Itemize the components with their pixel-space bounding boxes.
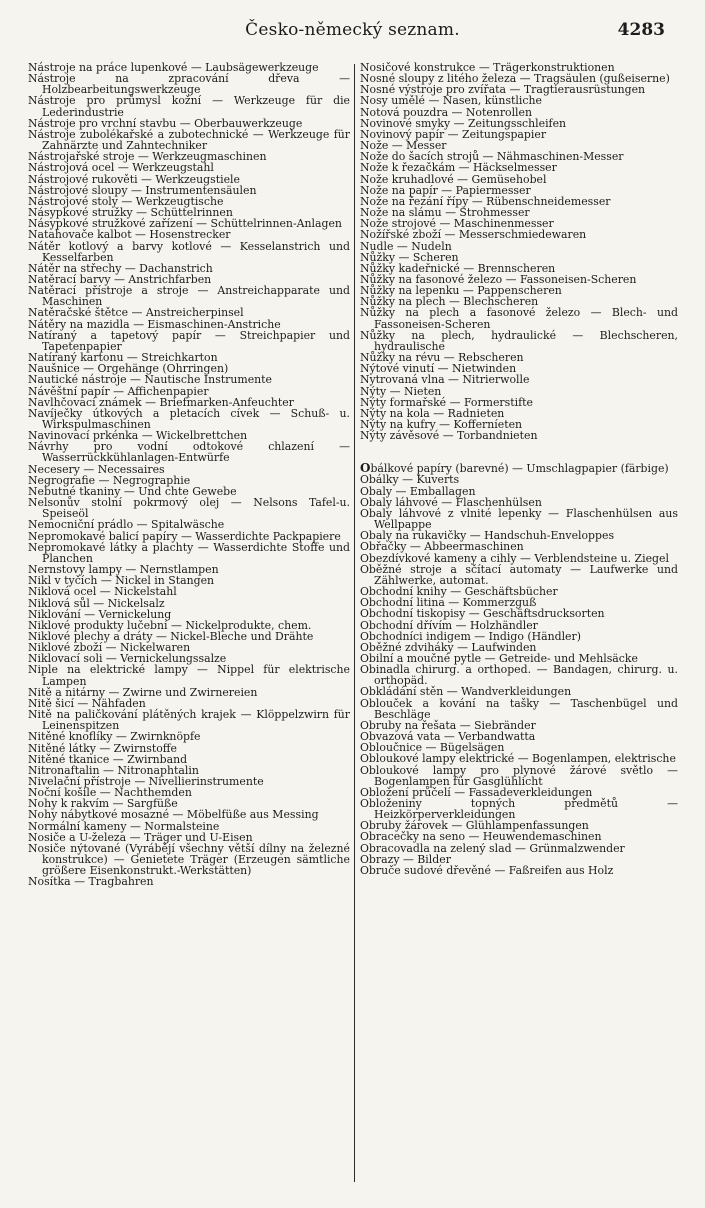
index-entry: Nože strojové — Maschinenmesser bbox=[360, 217, 554, 231]
index-entry: Normální kameny — Normalsteine bbox=[28, 819, 220, 833]
index-entry: Obvazová vata — Verbandwatta bbox=[360, 730, 536, 744]
index-entry: Nepromokavé balicí papíry — Wasserdichte Packpapiere bbox=[28, 529, 341, 543]
index-entry: Obchodní knihy — Geschäftsbücher bbox=[360, 585, 558, 599]
index-entry: Novinové smyky — Zeitungsschleifen bbox=[360, 116, 567, 130]
index-entry: Obracečky na seno — Heuwendemaschinen bbox=[360, 830, 602, 844]
index-entry: Nýty závěsové — Torbandnieten bbox=[360, 429, 538, 443]
index-entry: Násypkové stružkové zařízení — Schüttelrinnen-Anlagen bbox=[28, 217, 342, 231]
index-entry: Niklová sůl — Nickelsalz bbox=[28, 596, 165, 610]
column-divider bbox=[354, 64, 355, 1182]
index-entry: Obaly láhvové z vlnité lepenky — Flaschenhülsen aus Wellpappe bbox=[360, 506, 678, 532]
index-entry: Navíječky útkových a pletacích cívek — Schuß- u. Wirkspulmaschinen bbox=[28, 406, 350, 431]
index-entry: Navlhčovací známek — Briefmarken-Anfeuchter bbox=[28, 395, 294, 409]
index-entry: Nebutné tkaniny — Und chte Gewebe bbox=[28, 484, 237, 498]
index-entry: Nůžky — Scheren bbox=[360, 250, 459, 264]
index-entry: Nosné sloupy z litého železa — Tragsäulen (gußeiserne) bbox=[360, 72, 670, 86]
index-entry: Nože k řezačkám — Häckselmesser bbox=[360, 161, 557, 175]
index-entry: Obloukové lampy elektrické — Bogenlampen, elektrische bbox=[360, 752, 676, 766]
right-column-o-section bbox=[360, 463, 678, 876]
index-entry: Nýty — Nieten bbox=[360, 384, 442, 398]
index-entry: Nože do šacích strojů — Nähmaschinen-Messer bbox=[360, 150, 624, 164]
index-entry: Nůžky na plech — Blechscheren bbox=[360, 295, 539, 309]
section-gap bbox=[360, 441, 678, 463]
index-entry: Nástroje pro průmysl kožní — Werkzeuge für die Lederindustrie bbox=[28, 94, 350, 119]
index-entry: Obinadla chirurg. a orthoped. — Bandagen, chirurg. u. orthopäd. bbox=[360, 663, 678, 688]
index-entry: Obloučnice — Bügelsägen bbox=[360, 741, 505, 755]
index-entry: Nástrojové stoly — Werkzeugtische bbox=[28, 194, 224, 208]
index-entry: Obřačky — Abbeermaschinen bbox=[360, 540, 524, 554]
index-entry: Nůžky na fasonové železo — Fassoneisen-Scheren bbox=[360, 272, 637, 286]
index-entry: Nelsonův stolní pokrmový olej — Nelsons Tafel-u. Speiseöl bbox=[28, 496, 350, 521]
index-entry: Obezdívkové kameny a cihly — Verblendsteine u. Ziegel bbox=[360, 551, 669, 565]
index-entry: Nernstovy lampy — Nernstlampen bbox=[28, 563, 219, 577]
index-entry: Nůžky kadeřnické — Brennscheren bbox=[360, 261, 556, 275]
index-entry: Obchodní tiskopisy — Geschäftsdrucksorten bbox=[360, 607, 605, 621]
index-entry: Obchodní dřívím — Holzhändler bbox=[360, 618, 538, 632]
index-entry: Natahovače kalbot — Hosenstrecker bbox=[28, 228, 231, 242]
index-entry: Nytrovaná vlna — Nitrierwolle bbox=[360, 373, 530, 387]
index-entry: Návrhy pro vodní odtokové chlazení — Wasserrückkühlanlagen-Entwürfe bbox=[28, 440, 350, 465]
index-entry: Nosiče nýtované (Vyrábějí všechny větší dílny na železné konstrukce) — Genietete Träger (Erzeugen sämtliche größere Eisenkonstrukt.-Werkstätten) bbox=[28, 841, 350, 878]
left-column bbox=[28, 62, 350, 888]
index-entry: Negrografie — Negrographie bbox=[28, 473, 191, 487]
index-entry: Nástrojové sloupy — Instrumentensäulen bbox=[28, 183, 257, 197]
index-entry: Nýty na kola — Radnieten bbox=[360, 406, 505, 420]
index-entry: Obaly — Emballagen bbox=[360, 484, 476, 498]
index-entry: Nosičové konstrukce — Trägerkonstruktionen bbox=[360, 61, 615, 74]
index-entry: Nůžky na plech a fasonové železo — Blech- und Fassoneisen-Scheren bbox=[360, 306, 678, 331]
page-header bbox=[0, 18, 705, 44]
index-entry: Nástroje pro vrchní stavbu — Oberbauwerkzeuge bbox=[28, 116, 303, 130]
index-entry: Obaly láhvové — Flaschenhülsen bbox=[360, 495, 542, 509]
index-entry: Nátěr kotlový a barvy kotlové — Kesselanstrich und Kesselfarben bbox=[28, 239, 350, 264]
index-entry: Natíraný a tapetový papír — Streichpapier und Tapetenpapier bbox=[28, 328, 350, 353]
index-entry: Nůžky na plech, hydraulické — Blechscheren, hydraulische bbox=[360, 328, 678, 353]
index-entry: Nůžky na lepenku — Pappenscheren bbox=[360, 284, 562, 298]
index-entry: Nitěné látky — Zwirnstoffe bbox=[28, 741, 177, 755]
index-entry: Nivelační přístroje — Nivellierinstrumente bbox=[28, 775, 264, 788]
index-entry: Navinovací prkénka — Wickelbrettchen bbox=[28, 429, 248, 443]
index-entry: Obchodní litina — Kommerzguß bbox=[360, 596, 537, 610]
index-entry: Natěračské štětce — Anstreicherpinsel bbox=[28, 306, 244, 320]
index-entry: Obruby žárovek — Glühlampenfassungen bbox=[360, 819, 589, 833]
index-entry: Niklové produkty lučební — Nickelprodukte, chem. bbox=[28, 618, 312, 632]
index-entry: Obchodníci indigem — Indigo (Händler) bbox=[360, 629, 581, 643]
index-entry: Nudle — Nudeln bbox=[360, 239, 452, 253]
index-entry: Nohy k rakvím — Sargfüße bbox=[28, 797, 178, 811]
index-entry: Nože kruhadlové — Gemüsehobel bbox=[360, 172, 547, 186]
index-entry: Obracovadla na zelený slad — Grünmalzwender bbox=[360, 841, 625, 855]
right-column-n-section bbox=[360, 62, 678, 441]
index-entry: Nýty formařské — Formerstifte bbox=[360, 395, 533, 409]
index-entry: Necesery — Necessaires bbox=[28, 462, 165, 476]
index-entry: Nástrojová ocel — Werkzeugstahl bbox=[28, 161, 214, 175]
index-entry: Nikl v tyčích — Nickel in Stangen bbox=[28, 574, 215, 588]
index-entry: Nástroje zubolékařské a zubotechnické — Werkzeuge für Zahnärzte und Zahntechniker bbox=[28, 127, 350, 153]
index-entry: Nemocniční prádlo — Spitalwäsche bbox=[28, 518, 225, 532]
index-entry: Obálky — Kuverts bbox=[360, 473, 460, 487]
index-entry: Nosy umělé — Nasen, künstliche bbox=[360, 94, 542, 108]
index-entry: Niklovací soli — Vernickelungssalze bbox=[28, 652, 227, 666]
index-entry: Obruče sudové dřevěné — Faßreifen aus Holz bbox=[360, 863, 614, 877]
index-entry: Obilní a moučné pytle — Getreide- und Mehlsäcke bbox=[360, 651, 638, 665]
index-entry: Nože na řezání řípy — Rübenschneidemesser bbox=[360, 194, 611, 208]
index-entry: Natěrací přístroje a stroje — Anstreichapparate und Maschinen bbox=[28, 284, 350, 309]
index-entry: Natíraný kartonu — Streichkarton bbox=[28, 351, 218, 365]
index-entry: Naušnice — Orgehänge (Ohrringen) bbox=[28, 362, 229, 376]
index-entry: Oblouček a kování na tašky — Taschenbügel und Beschläge bbox=[360, 696, 678, 721]
index-entry: Oběžné stroje a sčítací automaty — Laufwerke und Zählwerke, automat. bbox=[360, 562, 678, 587]
index-entry: Nože na slámu — Strohmesser bbox=[360, 206, 530, 220]
index-entry: Natěrací barvy — Anstrichfarben bbox=[28, 272, 212, 286]
index-entry: Nosiče a U-železa — Träger und U-Eisen bbox=[28, 830, 253, 844]
index-entry: Nitronaftalin — Nitronaphtalin bbox=[28, 763, 199, 777]
index-entry: Nitěné tkanice — Zwirnband bbox=[28, 752, 188, 766]
index-entry: Nitě a nitárny — Zwirne und Zwirnereien bbox=[28, 685, 258, 699]
index-entry: Návěštní papír — Affichenpapier bbox=[28, 384, 209, 398]
index-entry: Nástrojařské stroje — Werkzeugmaschinen bbox=[28, 150, 267, 164]
index-entry: Niple na elektrické lampy — Nippel für elektrische Lampen bbox=[28, 663, 350, 688]
index-entry: Nosné výstroje pro zvířata — Tragtierausrüstungen bbox=[360, 83, 646, 97]
index-entry: Niklové plechy a dráty — Nickel-Bleche und Drähte bbox=[28, 629, 314, 643]
index-entry: Niklové zboží — Nickelwaren bbox=[28, 641, 191, 655]
index-entry: Nože na papír — Papiermesser bbox=[360, 183, 531, 197]
index-entry: Nitěné knoflíky — Zwirnknöpfe bbox=[28, 730, 201, 744]
index-entry: Nástroje na zpracování dřeva — Holzbearbeitungswerkzeuge bbox=[28, 72, 350, 97]
index-entry: Nitě šicí — Nähfaden bbox=[28, 696, 146, 710]
index-entry: Nože — Messer bbox=[360, 139, 447, 153]
index-entry: Nástroje na práce lupenkové — Laubsägewerkzeuge bbox=[28, 61, 319, 74]
index-entry: Noční košile — Nachthemden bbox=[28, 786, 192, 800]
index-entry: Obložení průčelí — Fassadeverkleidungen bbox=[360, 785, 593, 799]
page-title: Česko-německý seznam. bbox=[245, 20, 460, 40]
page-number: 4283 bbox=[617, 20, 665, 40]
index-entry: Oběžné zdviháky — Laufwinden bbox=[360, 640, 537, 654]
index-entry: Nautické nástroje — Nautische Instrumente bbox=[28, 373, 272, 387]
index-entry: Obálkové papíry (barevné) — Umschlagpapier (färbige) bbox=[360, 461, 669, 476]
index-entry: Nástrojové rukověti — Werkzeugstiele bbox=[28, 172, 240, 186]
index-entry: Nátěry na mazidla — Eismaschinen-Anstriche bbox=[28, 317, 281, 331]
index-entry: Obloženiny topných předmětů — Heizkörperverkleidungen bbox=[360, 797, 678, 822]
index-entry: Násypkové stružky — Schüttelrinnen bbox=[28, 206, 233, 220]
right-column bbox=[360, 62, 678, 876]
index-entry: Obloukové lampy pro plynové žárové světlo — Bogenlampen für Gasglühlicht bbox=[360, 763, 678, 788]
index-entry: Nůžky na révu — Rebscheren bbox=[360, 351, 524, 365]
index-columns bbox=[28, 62, 678, 1197]
index-entry: Niklování — Vernickelung bbox=[28, 607, 172, 621]
index-entry: Novinový papír — Zeitungspapier bbox=[360, 127, 547, 141]
index-entry: Niklová ocel — Nickelstahl bbox=[28, 585, 177, 599]
index-entry: Notová pouzdra — Notenrollen bbox=[360, 105, 533, 119]
index-entry: Obrazy — Bilder bbox=[360, 852, 451, 866]
index-entry: Nýtové vinutí — Nietwinden bbox=[360, 362, 517, 376]
index-entry: Nožířské zboží — Messerschmiedewaren bbox=[360, 228, 587, 242]
index-entry: Nýty na kufry — Kofferníeten bbox=[360, 418, 523, 431]
index-entry: Nosítka — Tragbahren bbox=[28, 875, 154, 889]
index-entry: Nepromokavé látky a plachty — Wasserdichte Stoffe und Planchen bbox=[28, 540, 350, 565]
index-entry: Nohy nábytkové mosazné — Möbelfüße aus Messing bbox=[28, 808, 319, 822]
index-entry: Obruby na řešata — Siebränder bbox=[360, 718, 536, 732]
index-entry: Obaly na rukavičky — Handschuh-Enveloppes bbox=[360, 529, 615, 543]
index-entry: Obkládání stěn — Wandverkleidungen bbox=[360, 685, 572, 699]
index-entry: Nátěr na střechy — Dachanstrich bbox=[28, 261, 213, 275]
index-entry: Nitě na paličkování plátěných krajek — Klöppelzwirn für Leinenspitzen bbox=[28, 708, 350, 733]
